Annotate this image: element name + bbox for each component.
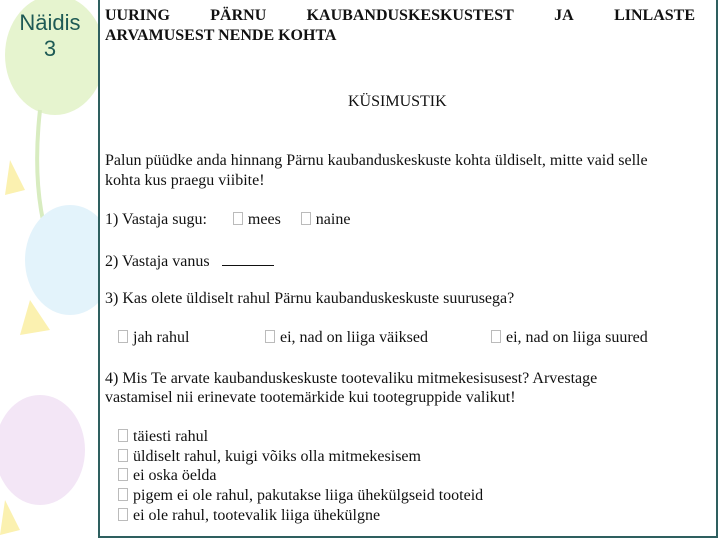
q3-option[interactable] — [265, 329, 428, 347]
checkbox[interactable] — [233, 212, 243, 225]
q4-option[interactable] — [118, 487, 483, 505]
option-label: ei, nad on liiga suured — [506, 329, 648, 346]
checkbox[interactable] — [118, 508, 128, 521]
title-word: PÄRNU — [210, 7, 267, 24]
intro-line2: kohta kus praegu viibite! — [105, 172, 265, 189]
title-word: KAUBANDUSKESKUSTEST — [306, 7, 514, 24]
age-blank[interactable] — [222, 251, 274, 266]
checkbox[interactable] — [118, 449, 128, 462]
q3-label: 3) Kas olete üldiselt rahul Pärnu kaubanduskeskuste suurusega? — [105, 290, 515, 307]
slide-label — [6, 10, 94, 62]
option-label: ei, nad on liiga väiksed — [280, 329, 428, 346]
option-label: naine — [315, 211, 351, 228]
checkbox[interactable] — [301, 212, 311, 225]
checkbox[interactable] — [118, 488, 128, 501]
q3-option[interactable] — [491, 329, 648, 347]
checkbox[interactable] — [118, 468, 128, 481]
q4-label-line1: 4) Mis Te arvate kaubanduskeskuste tootevaliku mitmekesisusest? Arvestage — [105, 370, 598, 387]
balloon-decoration — [0, 0, 110, 540]
checkbox[interactable] — [491, 330, 501, 343]
checkbox[interactable] — [265, 330, 275, 343]
option-label: mees — [247, 211, 281, 228]
title-word: UURING — [105, 7, 170, 24]
q4-option[interactable] — [118, 448, 421, 466]
title-line1 — [105, 7, 695, 25]
title-line2: ARVAMUSEST NENDE KOHTA — [105, 27, 337, 44]
option-label: täiesti rahul — [133, 428, 209, 445]
option-label: jah rahul — [133, 329, 190, 346]
title-word: JA — [554, 7, 574, 24]
q4-option[interactable] — [118, 428, 208, 446]
q1 — [105, 211, 350, 229]
option-label: ei ole rahul, tootevalik liiga ühekülgne — [133, 507, 381, 524]
questionnaire-document — [98, 0, 718, 538]
heading: KÜSIMUSTIK — [348, 93, 447, 110]
q1-label: 1) Vastaja sugu: — [105, 211, 207, 228]
option-label: pigem ei ole rahul, pakutakse liiga ühekülgseid tooteid — [133, 487, 484, 504]
checkbox[interactable] — [118, 429, 128, 442]
intro-line1: Palun püüdke anda hinnang Pärnu kaubanduskeskuste kohta üldiselt, mitte vaid selle — [105, 152, 648, 169]
q1-option[interactable] — [301, 211, 351, 228]
checkbox[interactable] — [118, 330, 128, 343]
q3-option[interactable] — [118, 329, 189, 347]
title-word: LINLASTE — [614, 7, 695, 24]
slide-label-line2: 3 — [43, 36, 57, 61]
q2 — [105, 251, 274, 271]
q4-option[interactable] — [118, 507, 380, 525]
q4-label-line2: vastamisel nii erinevate tootemärkide kui tootegruppide valikut! — [105, 389, 516, 406]
slide-label-line1: Näidis — [19, 10, 81, 35]
q1-option[interactable] — [233, 211, 281, 228]
q4-option[interactable] — [118, 467, 217, 485]
q2-label: 2) Vastaja vanus — [105, 253, 210, 270]
option-label: üldiselt rahul, kuigi võiks olla mitmekesisem — [133, 448, 421, 465]
option-label: ei oska öelda — [133, 467, 217, 484]
